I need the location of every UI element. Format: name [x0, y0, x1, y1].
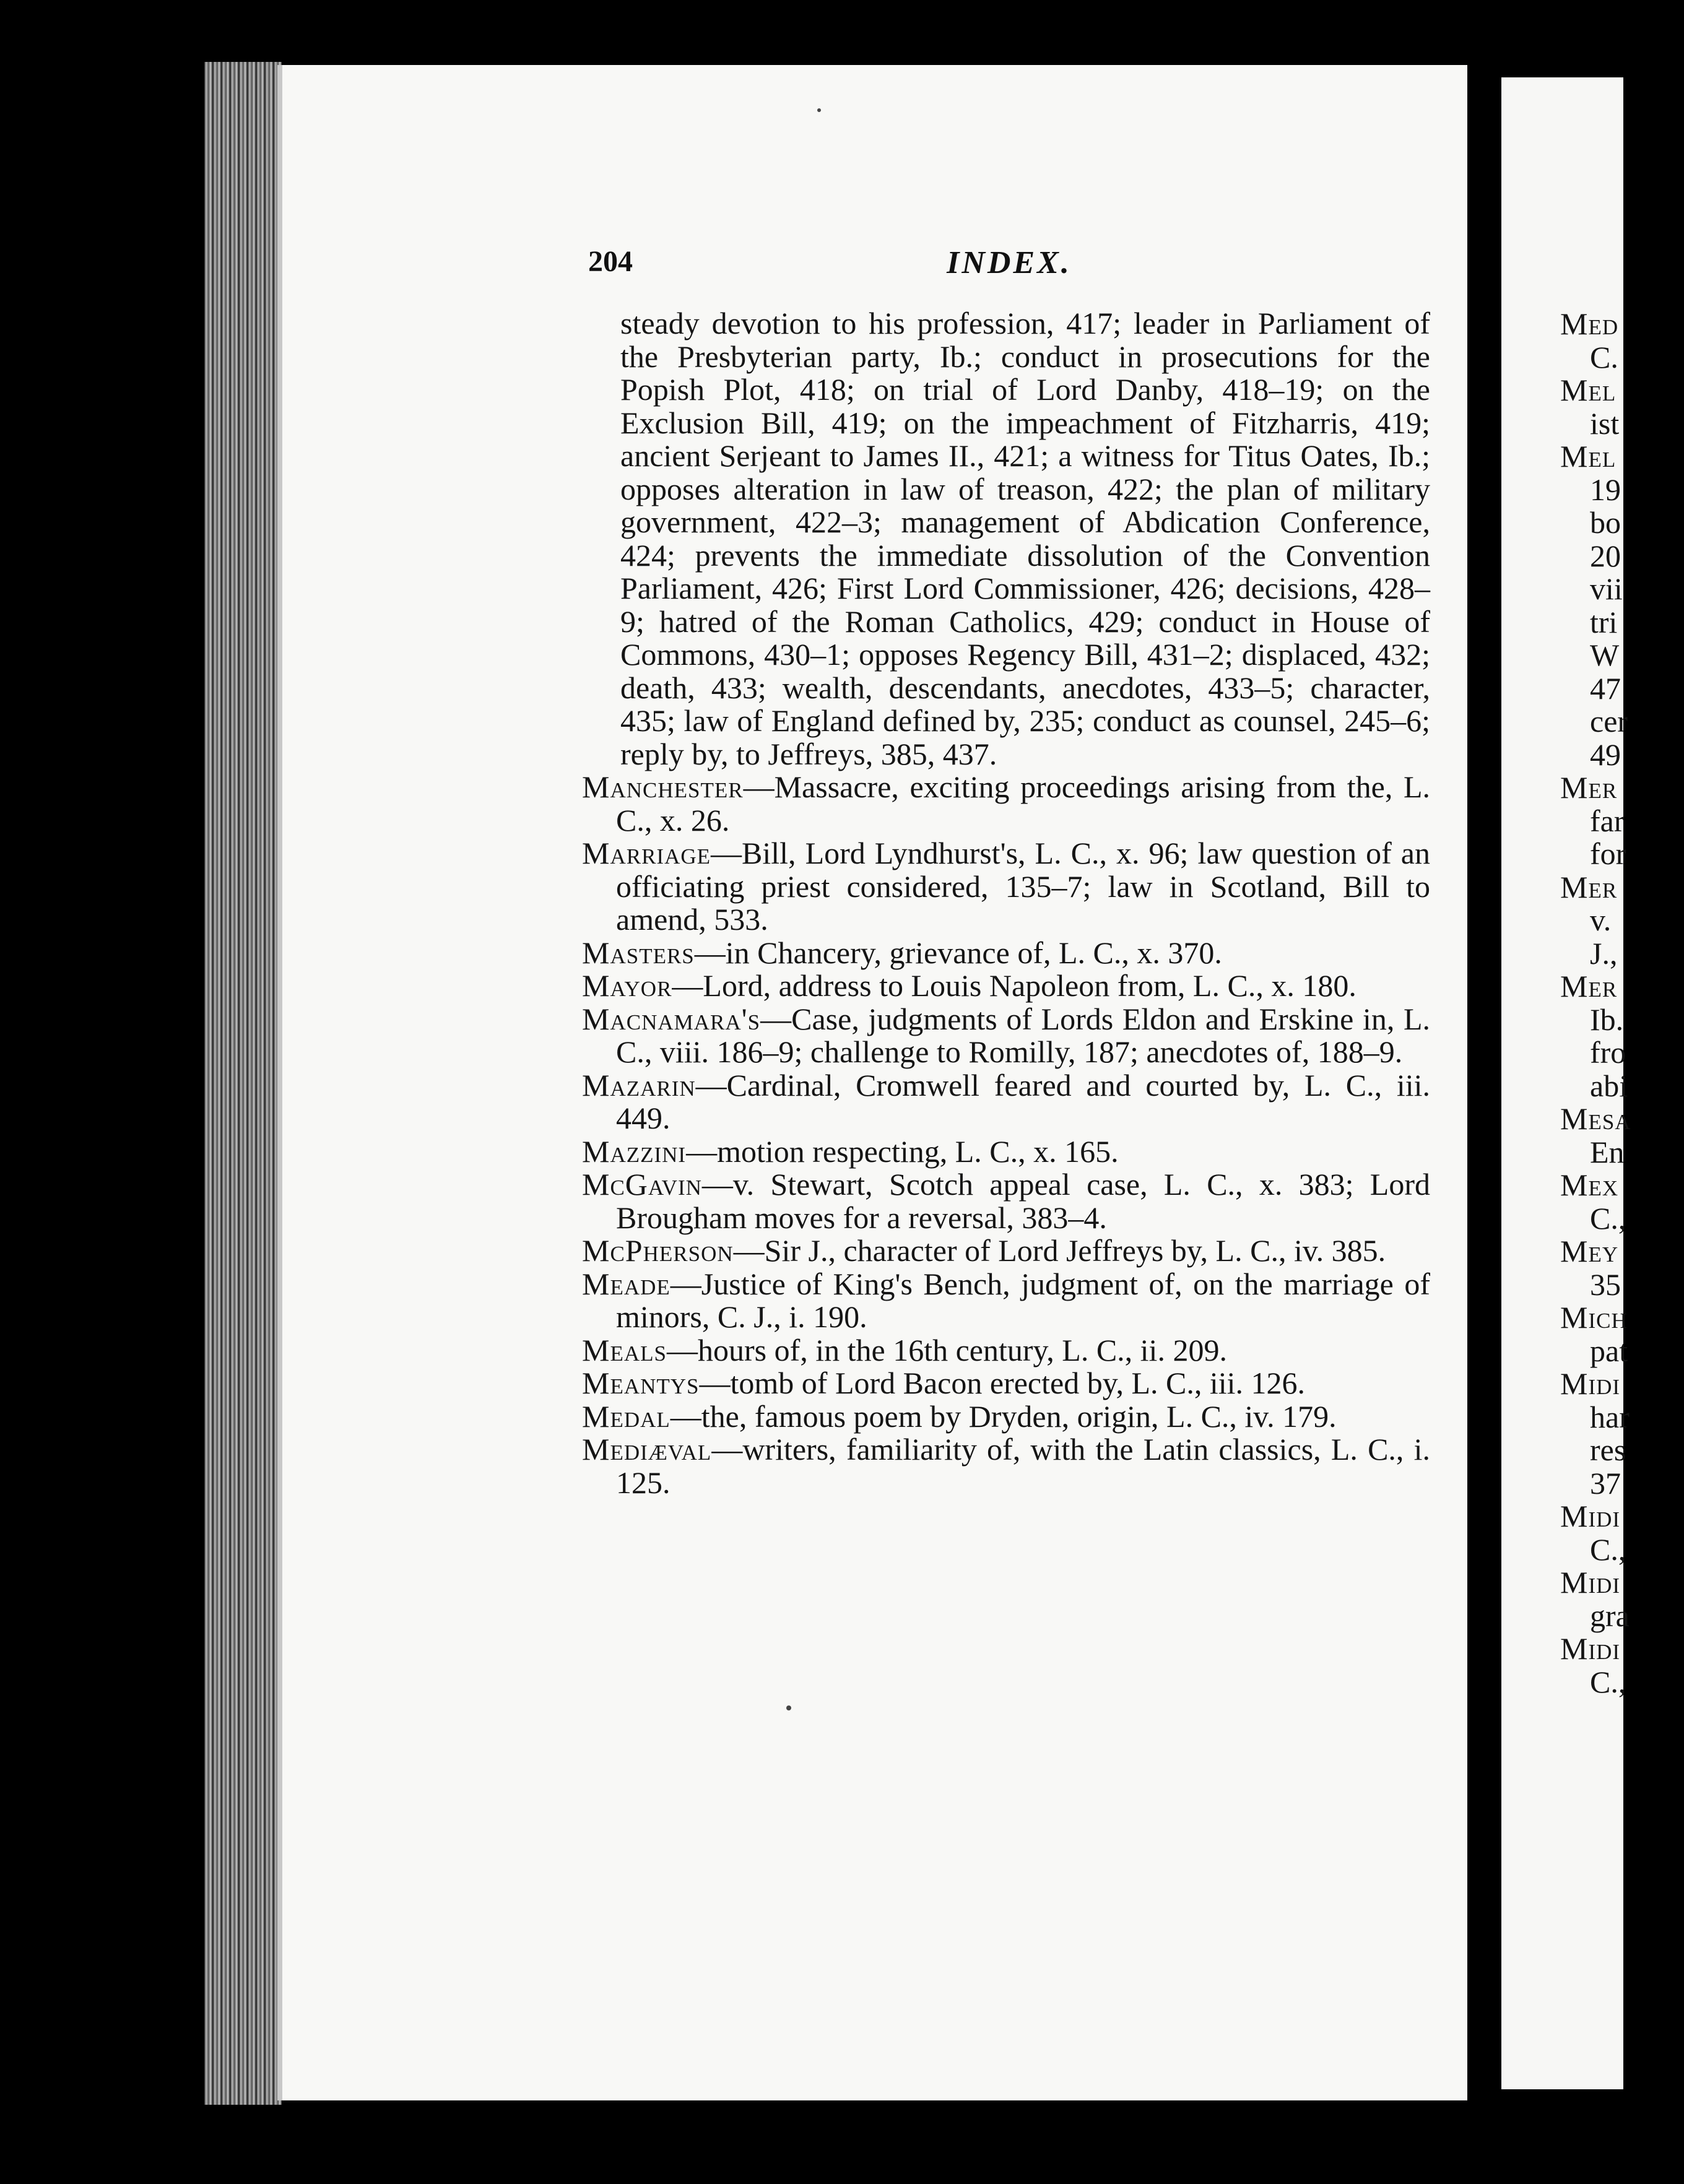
- facing-page-line: Midi: [1560, 1499, 1621, 1533]
- entry-text: —hours of, in the 16th century, L. C., ii. 209.: [666, 1332, 1227, 1367]
- entry-heading: McPherson: [582, 1233, 734, 1268]
- running-head: INDEX.: [947, 245, 1072, 280]
- entry-heading: Mazarin: [582, 1067, 696, 1103]
- facing-page-line: pat: [1590, 1333, 1628, 1368]
- index-entry: [582, 937, 1430, 970]
- facing-page-line: Midi: [1560, 1366, 1621, 1401]
- index-entry: [582, 1168, 1430, 1234]
- entry-heading: Meade: [582, 1266, 671, 1301]
- facing-page-text: [1560, 308, 1684, 1699]
- index-entry: [582, 1268, 1430, 1334]
- entry-heading: Masters: [582, 935, 695, 970]
- facing-page-line: Midi: [1560, 1631, 1621, 1666]
- entry-heading: Macnamara's: [582, 1001, 761, 1036]
- facing-page-line: 47: [1590, 670, 1621, 706]
- index-entry: [582, 1234, 1430, 1268]
- facing-page-line: C.,: [1590, 1200, 1626, 1236]
- facing-page-line: Midi: [1560, 1565, 1621, 1600]
- index-entry: [582, 837, 1430, 937]
- facing-page-line: C.: [1590, 339, 1618, 375]
- facing-page-line: Mer: [1560, 969, 1618, 1003]
- entry-text: —tomb of Lord Bacon erected by, L. C., iii. 126.: [699, 1366, 1306, 1400]
- entry-heading: Manchester: [582, 769, 744, 804]
- facing-page-line: C.,: [1590, 1532, 1626, 1567]
- index-entry: [582, 1400, 1430, 1434]
- facing-page: [1501, 77, 1631, 2089]
- entry-text: —in Chancery, grievance of, L. C., x. 370.: [694, 935, 1222, 970]
- index-entry: [582, 1069, 1430, 1135]
- facing-page-line: fro: [1590, 1035, 1626, 1070]
- facing-page-line: far: [1590, 803, 1625, 838]
- facing-page-line: 35: [1590, 1267, 1621, 1302]
- facing-page-line: ist: [1590, 405, 1620, 441]
- index-entry: [582, 969, 1430, 1003]
- facing-page-line: cer: [1590, 704, 1628, 739]
- facing-page-line: 19: [1590, 472, 1621, 507]
- index-entry: [582, 1433, 1430, 1499]
- facing-page-line: Mel: [1560, 439, 1617, 474]
- index-column: [582, 307, 1430, 1499]
- index-entry: [582, 1135, 1430, 1169]
- facing-page-line: Mesa: [1560, 1101, 1631, 1136]
- entry-text: —motion respecting, L. C., x. 165.: [686, 1133, 1119, 1169]
- index-entry: [582, 1367, 1430, 1400]
- facing-page-line: tri: [1590, 604, 1618, 639]
- facing-page-line: for: [1590, 836, 1626, 871]
- facing-page-line: 20: [1590, 538, 1621, 573]
- facing-page-line: Mey: [1560, 1234, 1619, 1268]
- entry-text: —Bill, Lord Lyndhurst's, L. C., x. 96; law question of an officiating priest considered, 135–7; law in Scotland, Bill to amend, 533.: [616, 836, 1430, 937]
- ink-speck: [786, 1705, 791, 1710]
- facing-page-line: abi: [1590, 1068, 1628, 1103]
- entry-heading: Mazzini: [582, 1133, 687, 1169]
- entry-heading: McGavin: [582, 1167, 702, 1202]
- facing-page-line: 37: [1590, 1465, 1621, 1501]
- facing-page-line: gra: [1590, 1598, 1630, 1633]
- entry-heading: Meantys: [582, 1366, 700, 1400]
- facing-page-line: Mich: [1560, 1300, 1628, 1335]
- entry-heading: Mediæval: [582, 1432, 712, 1467]
- continued-entry-text: steady devotion to his profession, 417; leader in Parliament of the Presbyterian party, Ib.; conduct in prosecutions for the Popish Plot, 418; on trial of Lord Danby, 418–19; on the Exclusion Bill, 419; on the impeachment of Fitzharris, 419; ancient Serjeant to James II., 421; a witness for Titus Oates, Ib.; opposes alteration in law of treason, 422; the plan of military government, 422–3; management of Abdication Conference, 424; prevents the immediate dissolution of the Convention Parliament, 426; First Lord Commissioner, 426; decisions, 428–9; hatred of the Roman Catholics, 429; conduct in House of Commons, 430–1; opposes Regency Bill, 431–2; displaced, 432; death, 433; wealth, descendants, anecdotes, 433–5; character, 435; law of England defined by, 235; conduct as counsel, 245–6; reply by, to Jeffreys, 385, 437.: [620, 306, 1430, 771]
- entry-heading: Mayor: [582, 968, 672, 1003]
- entry-text: —Case, judgments of Lords Eldon and Erskine in, L. C., viii. 186–9; challenge to Romilly, 187; anecdotes of, 188–9.: [616, 1001, 1430, 1069]
- index-entry: [582, 1003, 1430, 1069]
- entry-heading: Marriage: [582, 836, 711, 870]
- facing-page-line: 49: [1590, 737, 1621, 772]
- facing-page-line: W: [1590, 638, 1620, 672]
- facing-page-line: En: [1590, 1134, 1625, 1169]
- facing-page-line: C.,: [1590, 1664, 1626, 1699]
- index-entry: [582, 771, 1430, 837]
- facing-page-line: J.,: [1590, 935, 1618, 971]
- page-number: 204: [588, 245, 633, 278]
- facing-page-line: Mel: [1560, 373, 1617, 407]
- ink-speck: [817, 108, 821, 112]
- entry-text: —Cardinal, Cromwell feared and courted by, L. C., iii. 449.: [616, 1067, 1430, 1135]
- facing-page-line: har: [1590, 1399, 1630, 1434]
- facing-page-line: Med: [1560, 306, 1619, 341]
- index-entries: [582, 771, 1430, 1499]
- entry-text: —Justice of King's Bench, judgment of, on the marriage of minors, C. J., i. 190.: [616, 1266, 1430, 1334]
- facing-page-line: Mex: [1560, 1168, 1619, 1202]
- entry-heading: Meals: [582, 1332, 667, 1367]
- entry-text: —Sir J., character of Lord Jeffreys by, L. C., iv. 385.: [733, 1233, 1386, 1268]
- entry-text: —Massacre, exciting proceedings arising from the, L. C., x. 26.: [616, 769, 1430, 838]
- facing-page-line: Ib.: [1590, 1002, 1624, 1037]
- facing-page-line: Mer: [1560, 770, 1618, 805]
- facing-page-line: Mer: [1560, 869, 1618, 904]
- index-entry: [582, 1334, 1430, 1367]
- entry-text: —the, famous poem by Dryden, origin, L. C., iv. 179.: [670, 1398, 1337, 1434]
- book-page-edges: [204, 62, 282, 2105]
- entry-text: —Lord, address to Louis Napoleon from, L. C., x. 180.: [672, 968, 1356, 1003]
- entry-text: —writers, familiarity of, with the Latin classics, L. C., i. 125.: [616, 1432, 1430, 1500]
- facing-page-line: vii: [1590, 571, 1623, 606]
- page-header: [588, 245, 1430, 288]
- entry-heading: Medal: [582, 1398, 671, 1434]
- facing-page-line: res: [1590, 1432, 1626, 1467]
- facing-page-line: bo: [1590, 505, 1621, 540]
- facing-page-line: v.: [1590, 903, 1612, 937]
- entry-text: —v. Stewart, Scotch appeal case, L. C., x. 383; Lord Brougham moves for a reversal, 383–4.: [616, 1167, 1430, 1235]
